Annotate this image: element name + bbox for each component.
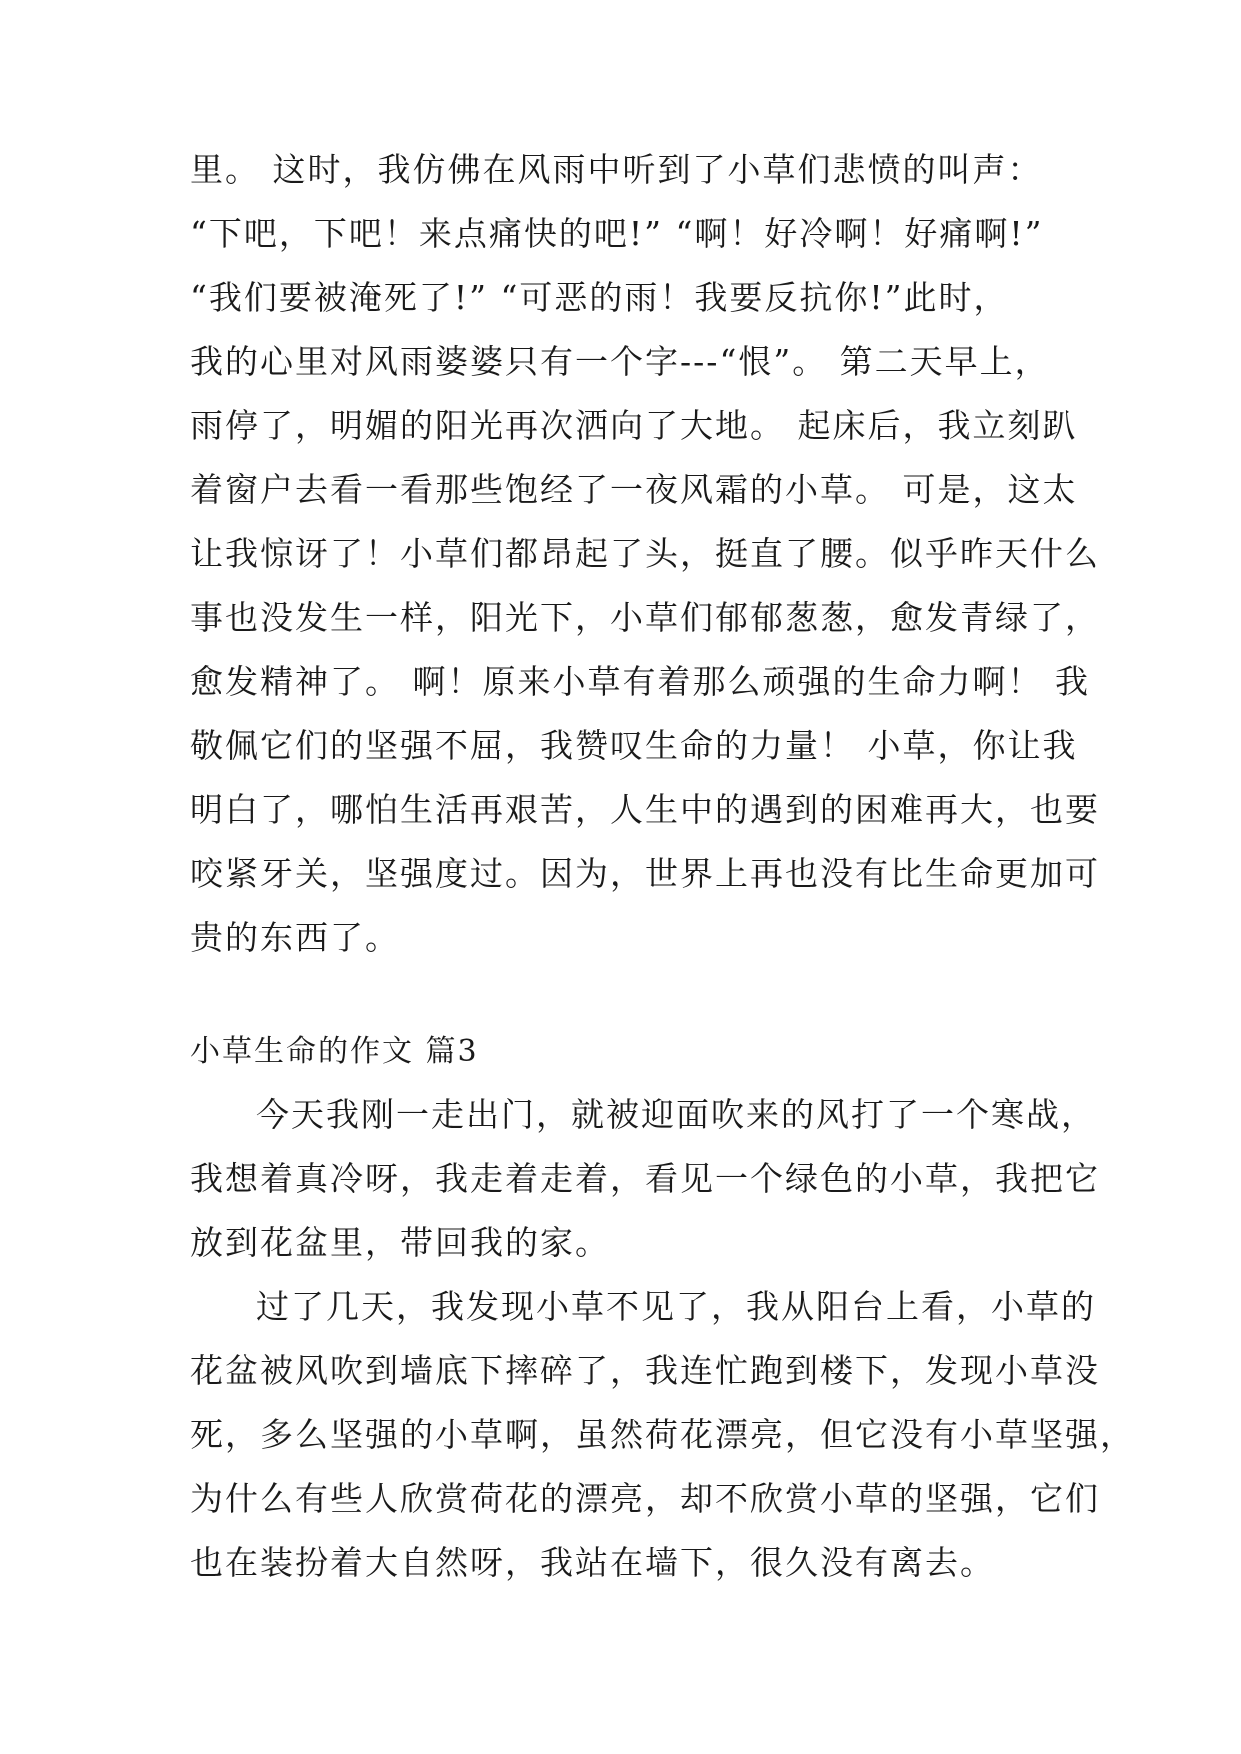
text-line: 愈发精神了。 啊！原来小草有着那么顽强的生命力啊！ 我 [190,662,1090,701]
paragraph-line: 死，多么坚强的小草啊，虽然荷花漂亮，但它没有小草坚强， [190,1415,1135,1454]
text-line: “我们要被淹死了!” “可恶的雨！我要反抗你!”此时， [190,278,1009,317]
text-line: 明白了，哪怕生活再艰苦，人生中的遇到的困难再大，也要 [190,790,1100,829]
text-line: 事也没发生一样，阳光下，小草们郁郁葱葱，愈发青绿了， [190,598,1100,637]
paragraph-line: 也在装扮着大自然呀，我站在墙下，很久没有离去。 [190,1543,995,1582]
text-line: “下吧，下吧！来点痛快的吧!” “啊！好冷啊！好痛啊!” [190,214,1044,253]
text-line: 着窗户去看一看那些饱经了一夜风霜的小草。 可是，这太 [190,470,1078,509]
section-title: 小草生命的作文 篇3 [190,1034,479,1069]
text-line: 贵的东西了。 [190,918,400,957]
paragraph-line: 过了几天，我发现小草不见了，我从阳台上看，小草的 [256,1287,1096,1326]
paragraph-line: 花盆被风吹到墙底下摔碎了，我连忙跑到楼下，发现小草没 [190,1351,1100,1390]
paragraph-line: 为什么有些人欣赏荷花的漂亮，却不欣赏小草的坚强，它们 [190,1479,1100,1518]
text-line: 雨停了，明媚的阳光再次洒向了大地。 起床后，我立刻趴 [190,406,1078,445]
text-line: 我的心里对风雨婆婆只有一个字---“恨”。 第二天早上， [190,342,1050,381]
text-line: 敬佩它们的坚强不屈，我赞叹生命的力量！ 小草，你让我 [190,726,1078,765]
paragraph-line: 今天我刚一走出门，就被迎面吹来的风打了一个寒战， [256,1095,1096,1134]
paragraph-line: 放到花盆里，带回我的家。 [190,1223,610,1262]
paragraph-line: 我想着真冷呀，我走着走着，看见一个绿色的小草，我把它 [190,1159,1100,1198]
text-line: 咬紧牙关，坚强度过。因为，世界上再也没有比生命更加可 [190,854,1100,893]
text-line: 里。 这时，我仿佛在风雨中听到了小草们悲愤的叫声： [190,150,1043,189]
text-line: 让我惊讶了！小草们都昂起了头，挺直了腰。似乎昨天什么 [190,534,1100,573]
